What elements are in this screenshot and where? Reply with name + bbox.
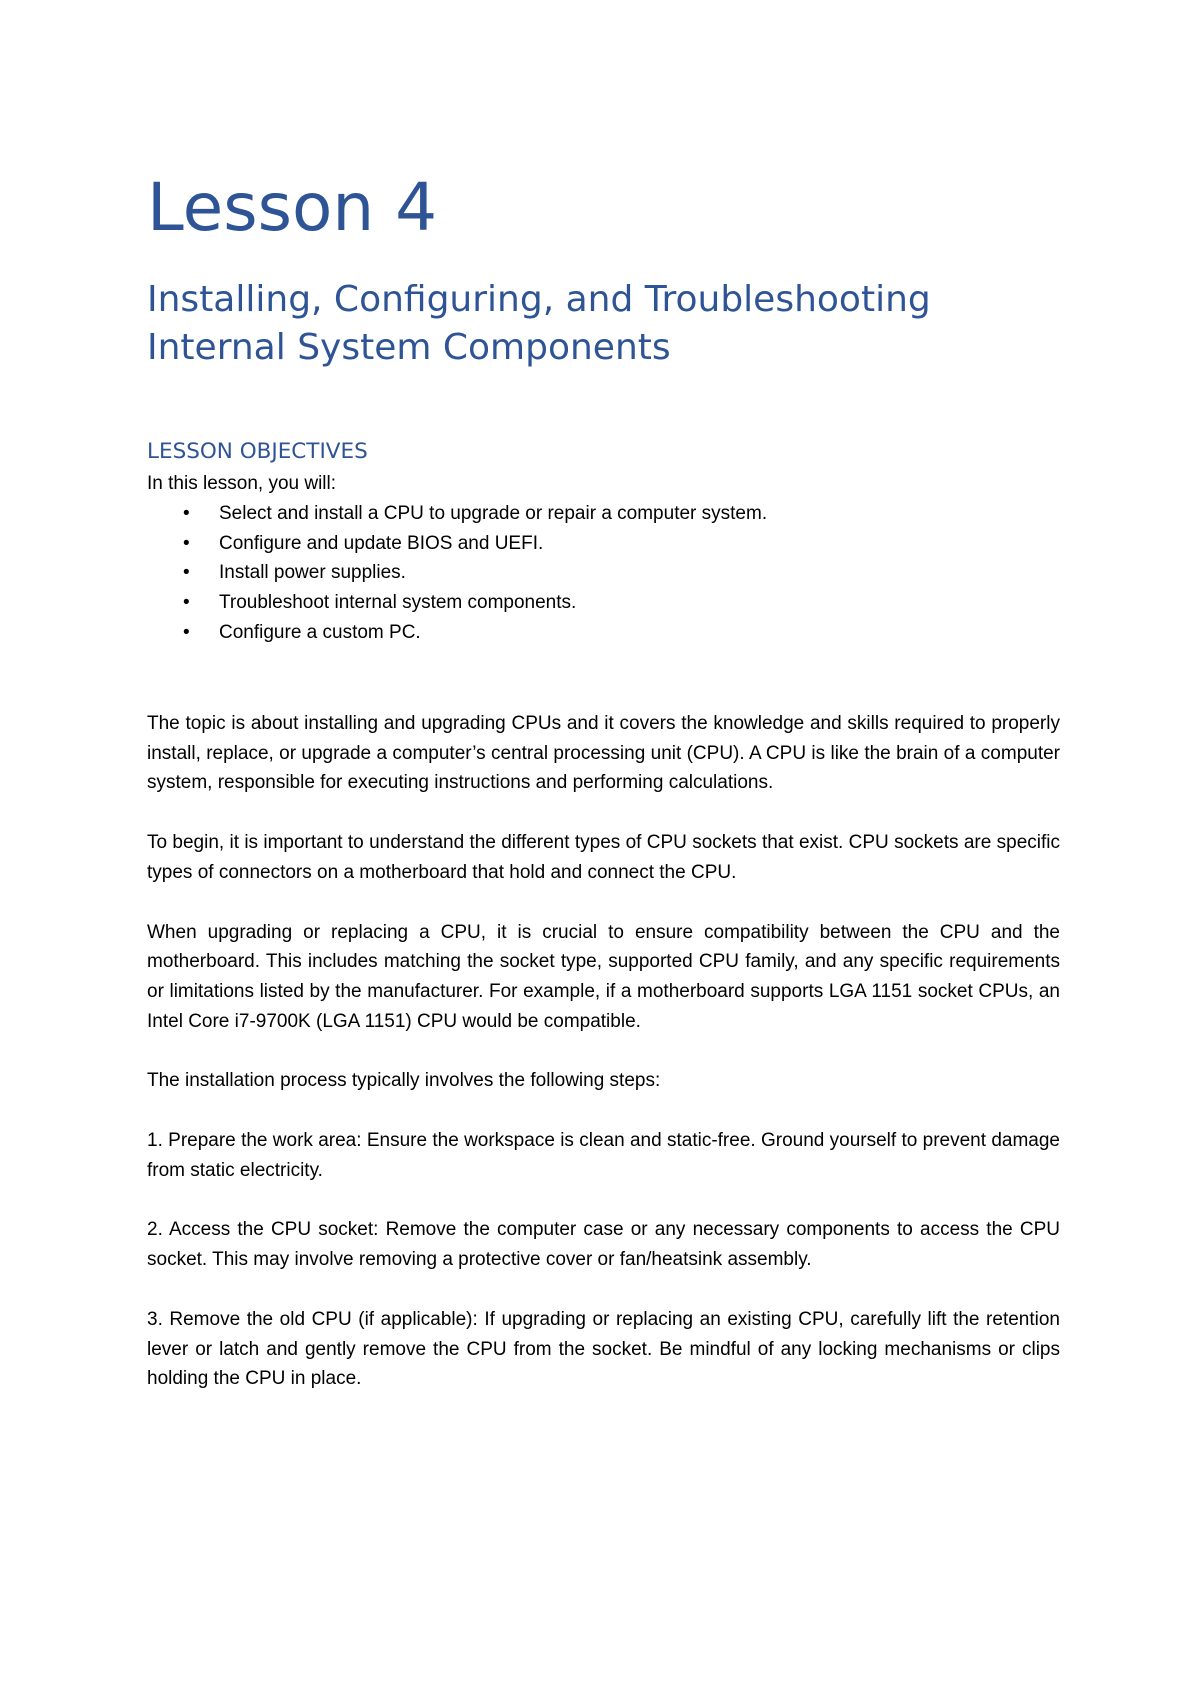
objective-text: Install power supplies. — [219, 562, 406, 584]
bullet-icon: • — [183, 592, 190, 614]
objectives-heading: LESSON OBJECTIVES — [147, 439, 368, 464]
list-item — [147, 529, 767, 559]
paragraph-compatibility: When upgrading or replacing a CPU, it is crucial to ensure compatibility between the CPU and the motherboard. This includes matching the socket type, supported CPU family, and any specific requirements or limitations listed by the manufacturer. For example, if a motherboard supports LGA 1151 socket CPUs, an Intel Core i7-9700K (LGA 1151) CPU would be compatible. — [147, 921, 1060, 1032]
objective-text: Troubleshoot internal system components. — [219, 592, 577, 614]
lesson-title: Lesson 4 — [147, 169, 438, 246]
list-item — [147, 618, 767, 648]
objective-text: Select and install a CPU to upgrade or repair a computer system. — [219, 503, 768, 524]
list-item — [147, 499, 767, 529]
lesson-subtitle: Installing, Configuring, and Troubleshooting Internal System Components — [147, 279, 931, 368]
list-item — [147, 588, 767, 618]
bullet-icon: • — [183, 562, 190, 584]
bullet-icon: • — [183, 532, 190, 554]
bullet-icon: • — [183, 503, 190, 524]
objective-text: Configure and update BIOS and UEFI. — [219, 532, 544, 554]
objectives-list — [147, 499, 767, 648]
objectives-intro: In this lesson, you will: — [147, 473, 337, 494]
bullet-icon: • — [183, 621, 190, 643]
paragraph-step-2: 2. Access the CPU socket: Remove the computer case or any necessary components to access the CPU socket. This may involve removing a protective cover or fan/heatsink assembly. — [147, 1219, 1060, 1271]
objective-text: Configure a custom PC. — [219, 621, 421, 643]
document-page — [147, 0, 1060, 1698]
paragraph-step-3: 3. Remove the old CPU (if applicable): If upgrading or replacing an existing CPU, carefully lift the retention lever or latch and gently remove the CPU from the socket. Be mindful of any locking mechanisms or clips holding the CPU in place. — [147, 1308, 1060, 1390]
lesson-body — [147, 709, 1060, 1424]
paragraph-cpu-sockets: To begin, it is important to understand the different types of CPU sockets that exist. CPU sockets are specific types of connectors on a motherboard that hold and connect the CPU. — [147, 832, 1060, 883]
paragraph-cpu-intro: The topic is about installing and upgrading CPUs and it covers the knowledge and skills required to properly install, replace, or upgrade a computer’s central processing unit (CPU). A CPU is like the brain of a computer system, responsible for executing instructions and performing calculations. — [147, 713, 1060, 794]
paragraph-step-1: 1. Prepare the work area: Ensure the workspace is clean and static-free. Ground yourself to prevent damage from static electricity. — [147, 1130, 1060, 1181]
paragraph-steps-intro: The installation process typically involves the following steps: — [147, 1070, 661, 1092]
list-item — [147, 558, 767, 588]
